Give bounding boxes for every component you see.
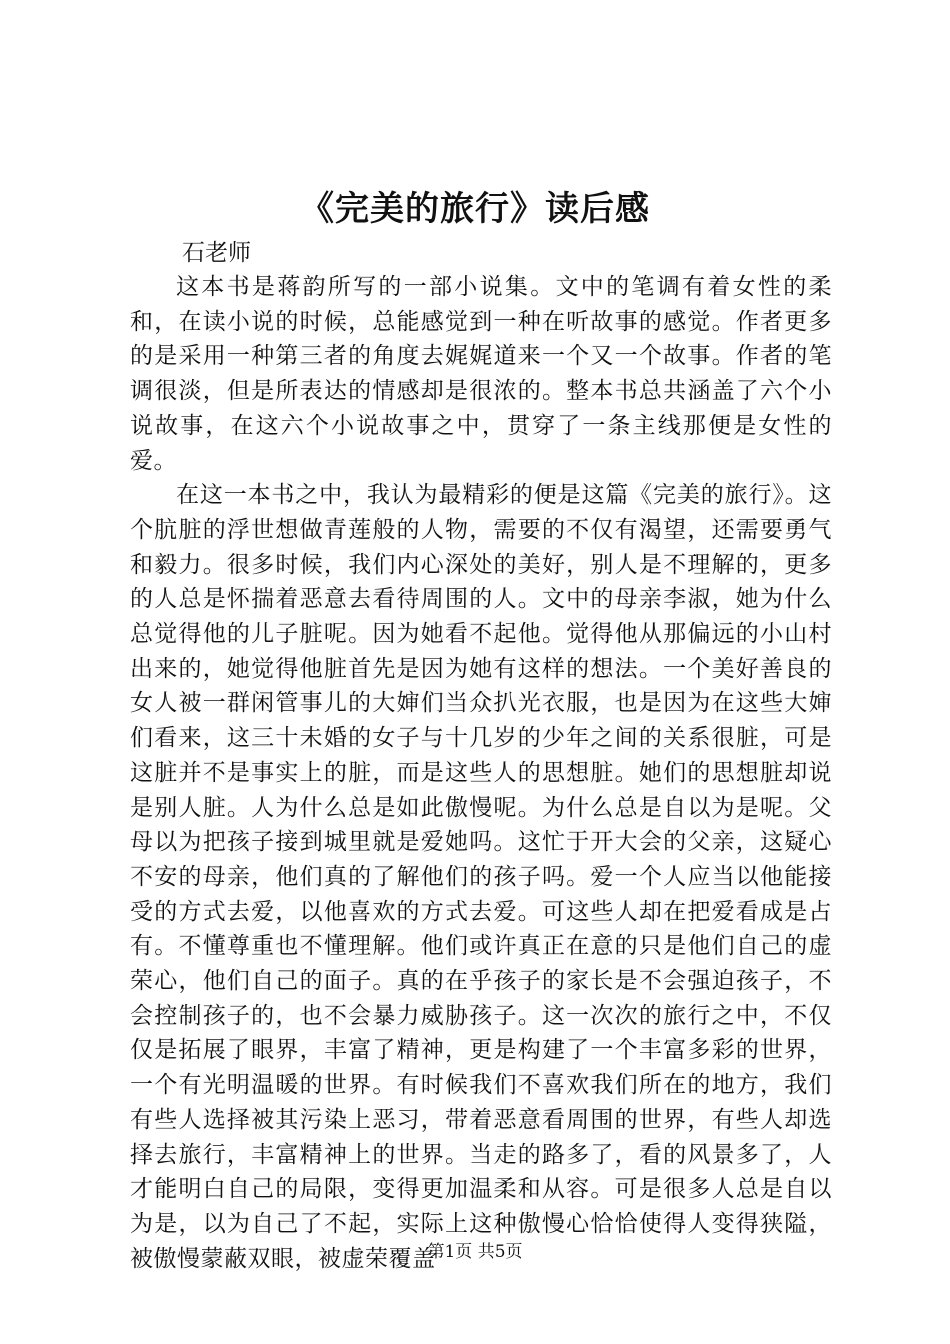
page-footer: 第1页 共5页: [427, 1242, 523, 1262]
paragraph-2: 在这一本书之中，我认为最精彩的便是这篇《完美的旅行》。这个肮脏的浮世想做青莲般的人物，需要的不仅有渴望，还需要勇气和毅力。很多时候，我们内心深处的美好，别人是不理解的，更多的人总是怀揣着恶意去看待周围的人。文中的母亲李淑，她为什么总觉得他的儿子脏呢。因为她看不起他。觉得他从那偏远的小山村出来的，她觉得他脏首先是因为她有这样的想法。一个美好善良的女人被一群闲管事儿的大婶们当众扒光衣服，也是因为在这些大婶们看来，这三十未婚的女子与十几岁的少年之间的关系很脏，可是这脏并不是事实上的脏，而是这些人的思想脏。她们的思想脏却说是别人脏。人为什么总是如此傲慢呢。为什么总是自以为是呢。父母以为把孩子接到城里就是爱她吗。这忙于开大会的父亲，这疑心不安的母亲，他们真的了解他们的孩子吗。爱一个人应当以他能接受的方式去爱，以他喜欢的方式去爱。可这些人却在把爱看成是占有。不懂尊重也不懂理解。他们或许真正在意的只是他们自己的虚荣心，他们自己的面子。真的在乎孩子的家长是不会强迫孩子，不会控制孩子的，也不会暴力威胁孩子。这一次次的旅行之中，不仅仅是拓展了眼界，丰富了精神，更是构建了一个丰富多彩的世界，一个有光明温暖的世界。有时候我们不喜欢我们所在的地方，我们有些人选择被其污染上恶习，带着恶意看周围的世界，有些人却选择去旅行，丰富精神上的世界。当走的路多了，看的风景多了，人才能明白自己的局限，变得更加温柔和从容。可是很多人总是自以为是，以为自己了不起，实际上这种傲慢心恰恰使得人变得狭隘，被傲慢蒙蔽双眼，被虚荣覆盖: [130, 482, 832, 1272]
document-body: [130, 270, 832, 1276]
document-author: 石老师: [182, 240, 251, 266]
document-title: 《完美的旅行》读后感: [300, 189, 650, 229]
paragraph-1: 这本书是蒋韵所写的一部小说集。文中的笔调有着女性的柔和，在读小说的时候，总能感觉到一种在听故事的感觉。作者更多的是采用一种第三者的角度去娓娓道来一个又一个故事。作者的笔调很淡，但是所表达的情感却是很浓的。整本书总共涵盖了六个小说故事，在这六个小说故事之中，贯穿了一条主线那便是女性的爱。: [130, 274, 832, 474]
